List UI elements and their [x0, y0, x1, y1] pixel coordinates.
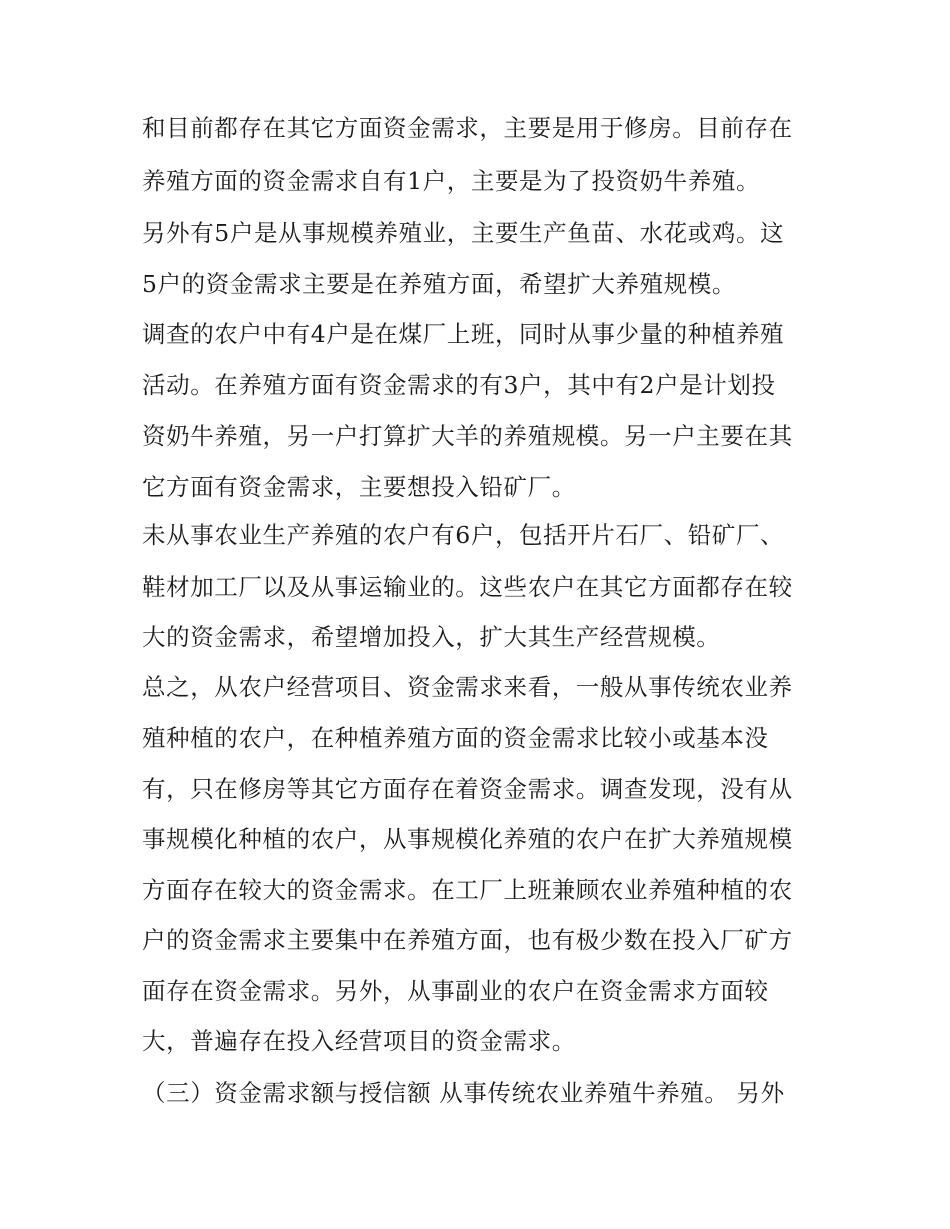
text-line: 大的资金需求，希望增加投入，扩大其生产经营规模。: [142, 623, 721, 651]
text-line: 另外有5户是从事规模养殖业，主要生产鱼苗、水花或鸡。这: [142, 219, 785, 247]
text-line: 调查的农户中有4户是在煤厂上班，同时从事少量的种植养殖: [142, 320, 785, 348]
text-line: 殖种植的农户，在种植养殖方面的资金需求比较小或基本没: [142, 724, 769, 752]
text-line: 活动。在养殖方面有资金需求的有3户，其中有2户是计划投: [142, 371, 776, 399]
text-line: 它方面有资金需求，主要想投入铅矿厂。: [142, 473, 576, 501]
text-line: 面存在资金需求。另外，从事副业的农户在资金需求方面较: [142, 977, 769, 1005]
text-line: （三）资金需求额与授信额 从事传统农业养殖牛养殖。 另外: [142, 1079, 785, 1107]
text-line: 大，普遍存在投入经营项目的资金需求。: [142, 1027, 576, 1055]
text-line: 资奶牛养殖，另一户打算扩大羊的养殖规模。另一户主要在其: [142, 422, 793, 450]
text-line: 未从事农业生产养殖的农户有6户，包括开片石厂、铅矿厂、: [142, 521, 785, 549]
text-line: 鞋材加工厂以及从事运输业的。这些农户在其它方面都存在较: [142, 573, 793, 601]
text-line: 户的资金需求主要集中在养殖方面，也有极少数在投入厂矿方: [142, 926, 793, 954]
text-line: 事规模化种植的农户，从事规模化养殖的农户在扩大养殖规模: [142, 825, 793, 853]
text-line: 有，只在修房等其它方面存在着资金需求。调查发现，没有从: [142, 775, 793, 803]
text-line: 和目前都存在其它方面资金需求，主要是用于修房。目前存在: [142, 114, 793, 142]
text-line: 总之，从农户经营项目、资金需求来看，一般从事传统农业养: [142, 673, 793, 701]
text-line: 养殖方面的资金需求自有1户，主要是为了投资奶牛养殖。: [142, 167, 761, 195]
text-line: 5户的资金需求主要是在养殖方面，希望扩大养殖规模。: [142, 270, 736, 298]
text-line: 方面存在较大的资金需求。在工厂上班兼顾农业养殖种植的农: [142, 876, 793, 904]
